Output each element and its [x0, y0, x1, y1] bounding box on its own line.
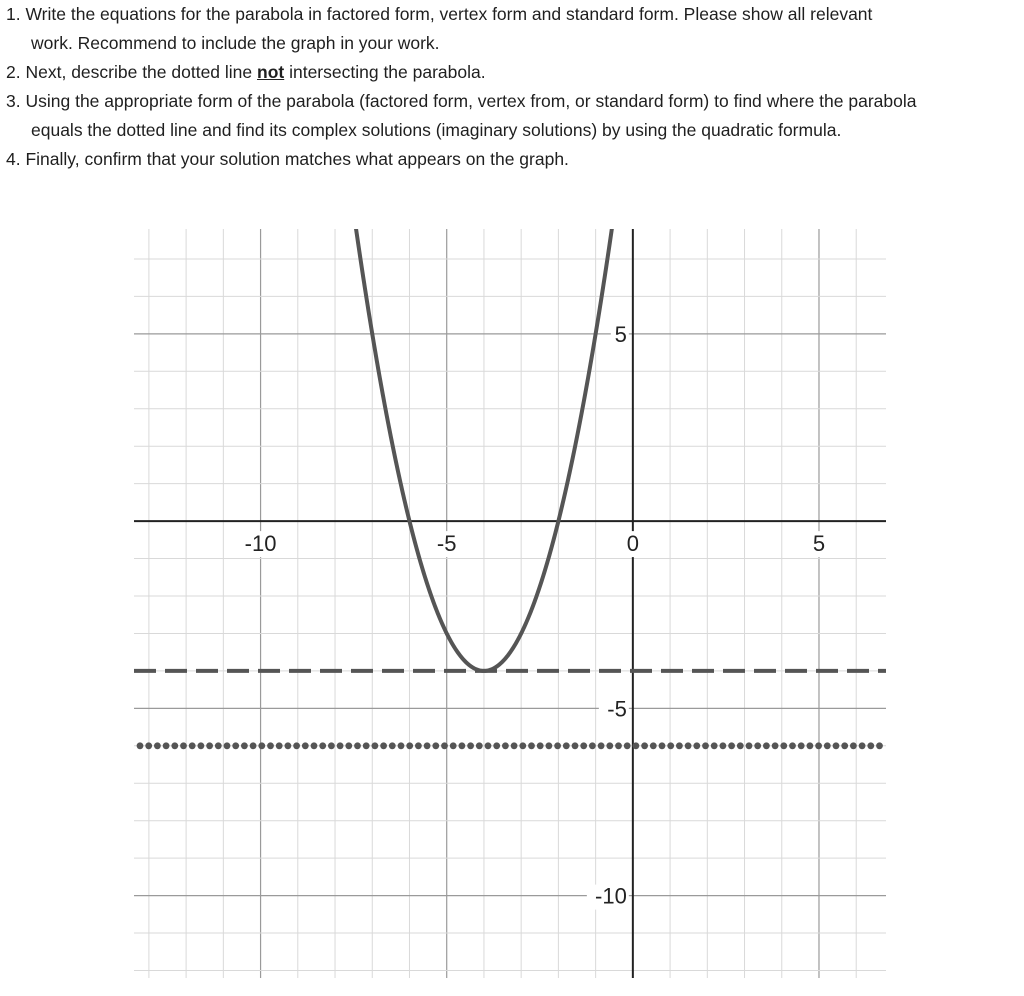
dot — [815, 742, 822, 749]
dot — [511, 742, 518, 749]
dot — [372, 742, 379, 749]
dot — [702, 742, 709, 749]
dot — [137, 742, 144, 749]
dot — [432, 742, 439, 749]
x-tick-label: -10 — [244, 531, 277, 557]
dot — [293, 742, 300, 749]
dot — [641, 742, 648, 749]
dot — [450, 742, 457, 749]
dot — [180, 742, 187, 749]
axes — [134, 229, 886, 978]
dot — [163, 742, 170, 749]
instruction-text: Next, describe the dotted line — [25, 62, 258, 82]
instruction-text: intersecting the parabola. — [284, 62, 486, 82]
dot — [728, 742, 735, 749]
dot — [667, 742, 674, 749]
dot — [328, 742, 335, 749]
dot — [415, 742, 422, 749]
dot — [650, 742, 657, 749]
dot — [676, 742, 683, 749]
x-tick-label: 0 — [626, 531, 639, 557]
instruction-number: 3. — [6, 91, 21, 111]
dot — [711, 742, 718, 749]
dot — [363, 742, 370, 749]
dot — [519, 742, 526, 749]
dot — [833, 742, 840, 749]
dot — [493, 742, 500, 749]
dot — [528, 742, 535, 749]
dot — [345, 742, 352, 749]
dot — [633, 742, 640, 749]
dot — [215, 742, 222, 749]
dot — [737, 742, 744, 749]
dot — [693, 742, 700, 749]
dot — [145, 742, 152, 749]
dot — [624, 742, 631, 749]
dot — [798, 742, 805, 749]
dot — [285, 742, 292, 749]
dot — [276, 742, 283, 749]
instruction-1-continued: work. Recommend to include the graph in your work. — [31, 33, 440, 53]
dot — [572, 742, 579, 749]
dot — [441, 742, 448, 749]
instruction-text: Using the appropriate form of the parabola (factored form, vertex from, or standard form) to find where the parabola — [25, 91, 917, 111]
dot — [746, 742, 753, 749]
dot — [772, 742, 779, 749]
dot — [537, 742, 544, 749]
dot — [224, 742, 231, 749]
dot — [867, 742, 874, 749]
instruction-text: Finally, confirm that your solution matches what appears on the graph. — [25, 149, 569, 169]
dot — [258, 742, 265, 749]
x-tick-label: 5 — [812, 531, 826, 557]
dot — [467, 742, 474, 749]
dot — [841, 742, 848, 749]
dot — [580, 742, 587, 749]
dot — [720, 742, 727, 749]
dot — [824, 742, 831, 749]
dot — [807, 742, 814, 749]
dot — [476, 742, 483, 749]
dot — [780, 742, 787, 749]
instruction-number: 1. — [6, 4, 21, 24]
dot — [206, 742, 213, 749]
dot — [302, 742, 309, 749]
grid — [134, 229, 886, 978]
dot — [398, 742, 405, 749]
y-tick-label: 5 — [614, 321, 627, 347]
instruction-3-continued: equals the dotted line and find its complex solutions (imaginary solutions) by using the quadratic formula. — [31, 120, 842, 140]
y-tick-label: -10 — [595, 883, 627, 909]
dot — [189, 742, 196, 749]
dot — [876, 742, 883, 749]
instruction-number: 4. — [6, 149, 21, 169]
dot — [319, 742, 326, 749]
emphasis-text: not — [257, 62, 285, 82]
dot — [859, 742, 866, 749]
dot — [459, 742, 466, 749]
dot — [598, 742, 605, 749]
parabola-curve — [134, 0, 886, 671]
dot — [789, 742, 796, 749]
dot — [615, 742, 622, 749]
dot — [589, 742, 596, 749]
dot — [198, 742, 205, 749]
dot — [485, 742, 492, 749]
dot — [554, 742, 561, 749]
dot — [563, 742, 570, 749]
dot — [685, 742, 692, 749]
y-tick-label: -5 — [607, 696, 627, 722]
dot — [354, 742, 361, 749]
dot — [311, 742, 318, 749]
dot — [659, 742, 666, 749]
dot — [763, 742, 770, 749]
dot — [389, 742, 396, 749]
dot — [337, 742, 344, 749]
dot — [267, 742, 274, 749]
dot — [250, 742, 257, 749]
dot — [154, 742, 161, 749]
x-tick-label: -5 — [436, 531, 457, 557]
dot — [380, 742, 387, 749]
dot — [606, 742, 613, 749]
instruction-number: 2. — [6, 62, 21, 82]
dot — [502, 742, 509, 749]
dot — [171, 742, 178, 749]
dot — [232, 742, 239, 749]
dot — [754, 742, 761, 749]
dot — [406, 742, 413, 749]
dot — [850, 742, 857, 749]
dot — [424, 742, 431, 749]
dot — [546, 742, 553, 749]
instruction-text: Write the equations for the parabola in factored form, vertex form and standard form. Please show all relevant — [25, 4, 873, 24]
dot — [241, 742, 248, 749]
series — [134, 0, 886, 749]
tick-labels — [240, 322, 828, 910]
